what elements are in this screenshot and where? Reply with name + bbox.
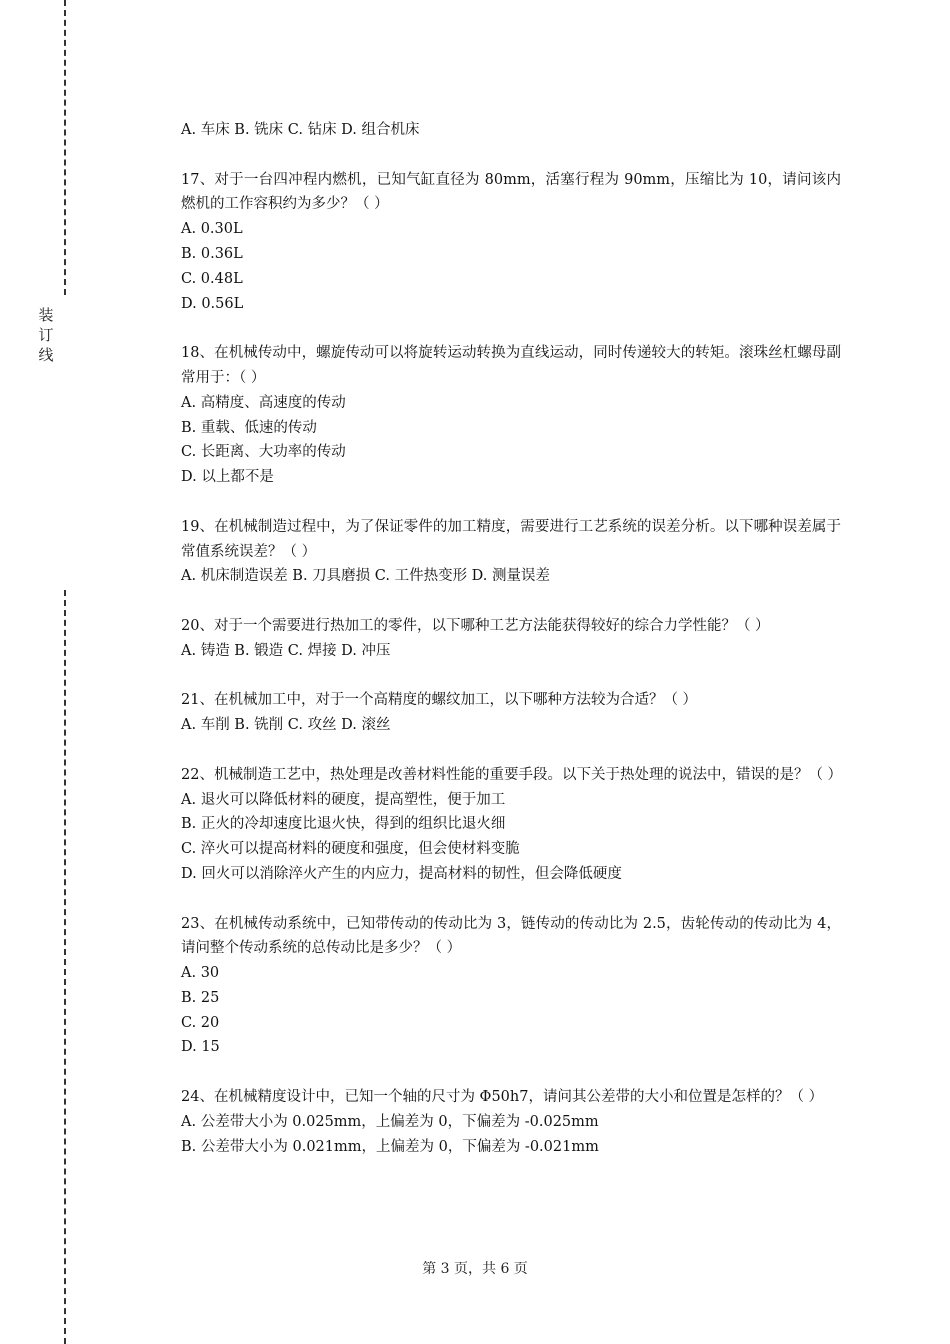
option: C. 淬火可以提高材料的硬度和强度，但会使材料变脆 [181, 841, 520, 858]
question-text: 18、在机械传动中，螺旋传动可以将旋转运动转换为直线运动，同时传递较大的转矩。滚珠丝杠螺母副常用于：（ ） [181, 345, 841, 386]
question-text: 23、在机械传动系统中，已知带传动的传动比为 3，链传动的传动比为 2.5，齿轮传动的传动比为 4，请问整个传动系统的总传动比是多少？（ ） [181, 915, 841, 957]
question-text: 21、在机械加工中，对于一个高精度的螺纹加工，以下哪种方法较为合适？（ ） [181, 692, 698, 709]
prev-question-options: A. 车床 B. 铣床 C. 钻床 D. 组合机床 [181, 122, 420, 138]
option: A. 公差带大小为 0.025mm，上偏差为 0，下偏差为 -0.025mm [181, 1113, 599, 1130]
option: C. 长距离、大功率的传动 [181, 444, 346, 461]
binding-label [36, 305, 56, 365]
question-list [181, 118, 841, 1159]
option: A. 30 [181, 965, 220, 982]
option: A. 车削 B. 铣削 C. 攻丝 D. 滚丝 [181, 717, 391, 734]
question-text: 17、对于一台四冲程内燃机，已知气缸直径为 80mm，活塞行程为 90mm，压缩比为 10，请问该内燃机的工作容积约为多少？（ ） [181, 171, 841, 213]
option: B. 正火的冷却速度比退火快，得到的组织比退火细 [181, 816, 506, 833]
question-19 [181, 515, 841, 589]
question-text: 19、在机械制造过程中，为了保证零件的加工精度，需要进行工艺系统的误差分析。以下哪种误差属于常值系统误差？（ ） [181, 518, 841, 560]
question-22 [181, 763, 841, 887]
option: A. 铸造 B. 锻造 C. 焊接 D. 冲压 [181, 642, 391, 659]
option: C. 20 [181, 1014, 220, 1031]
option: D. 回火可以消除淬火产生的内应力，提高材料的韧性，但会降低硬度 [181, 865, 622, 882]
option: B. 公差带大小为 0.021mm，上偏差为 0，下偏差为 -0.021mm [181, 1138, 599, 1155]
option: A. 机床制造误差 B. 刀具磨损 C. 工件热变形 D. 测量误差 [181, 568, 551, 585]
question-text: 20、对于一个需要进行热加工的零件，以下哪种工艺方法能获得较好的综合力学性能？（ ） [181, 617, 770, 634]
binding-char: 线 [38, 346, 54, 364]
question-text: 24、在机械精度设计中，已知一个轴的尺寸为 Φ50h7，请问其公差带的大小和位置是怎样的？（ ） [181, 1089, 824, 1106]
question-18 [181, 341, 841, 490]
option: B. 重载、低速的传动 [181, 419, 317, 436]
option: A. 退火可以降低材料的硬度，提高塑性，便于加工 [181, 791, 506, 808]
binding-line-bottom [64, 590, 66, 1344]
option: C. 0.48L [181, 270, 243, 287]
option: A. 0.30L [181, 221, 243, 238]
question-21 [181, 688, 841, 738]
option: D. 15 [181, 1039, 220, 1056]
question-24 [181, 1085, 841, 1159]
option: D. 0.56L [181, 295, 244, 312]
option: B. 0.36L [181, 245, 243, 262]
question-20 [181, 614, 841, 664]
page-number: 第 3 页，共 6 页 [422, 1261, 528, 1277]
question-text: 22、机械制造工艺中，热处理是改善材料性能的重要手段。以下关于热处理的说法中，错误的是？（ ） [181, 766, 843, 783]
question-23 [181, 912, 841, 1061]
binding-char: 装 [38, 306, 54, 324]
option: B. 25 [181, 989, 220, 1006]
binding-char: 订 [38, 326, 54, 344]
binding-line-top [64, 0, 66, 295]
option: A. 高精度、高速度的传动 [181, 394, 346, 411]
option: D. 以上都不是 [181, 469, 274, 486]
question-17 [181, 168, 841, 317]
